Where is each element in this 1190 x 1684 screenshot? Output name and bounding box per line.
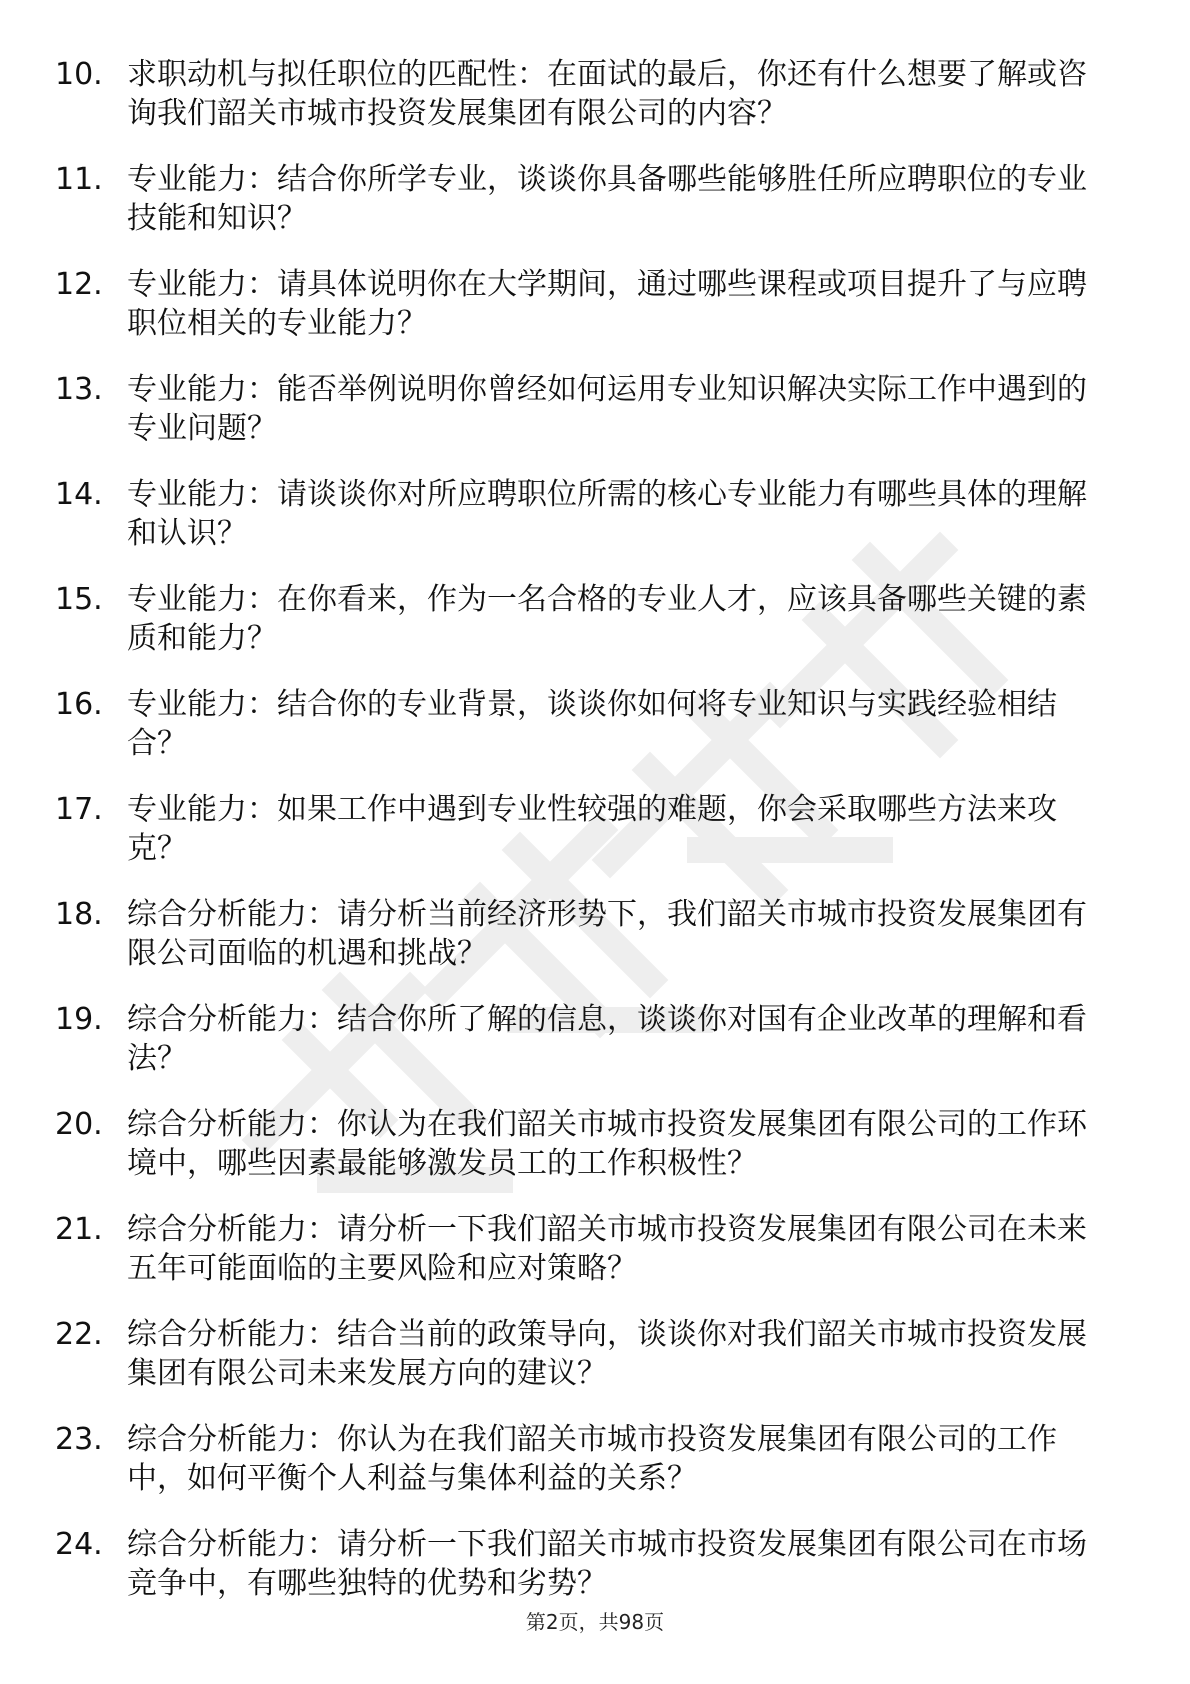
question-text: 综合分析能力：结合你所了解的信息，谈谈你对国有企业改革的理解和看法？: [127, 1002, 1087, 1076]
question-list: [55, 55, 1115, 1630]
question-text: 专业能力：结合你的专业背景，谈谈你如何将专业知识与实践经验相结合？: [127, 687, 1057, 761]
question-item: [55, 1315, 1115, 1393]
question-text: 专业能力：如果工作中遇到专业性较强的难题，你会采取哪些方法来攻克？: [127, 792, 1057, 866]
question-number: 12.: [55, 267, 103, 302]
question-item: [55, 55, 1115, 133]
question-text: 综合分析能力：请分析一下我们韶关市城市投资发展集团有限公司在市场竞争中，有哪些独特的优势和劣势？: [127, 1527, 1087, 1601]
question-item: [55, 895, 1115, 973]
question-item: [55, 580, 1115, 658]
question-text: 专业能力：请具体说明你在大学期间，通过哪些课程或项目提升了与应聘职位相关的专业能力？: [127, 267, 1087, 341]
question-number: 19.: [55, 1002, 103, 1037]
question-number: 13.: [55, 372, 103, 407]
question-item: [55, 265, 1115, 343]
question-item: [55, 1525, 1115, 1603]
page-number-label: 第2页，共98页: [525, 1610, 665, 1634]
question-number: 18.: [55, 897, 103, 932]
question-number: 11.: [55, 162, 103, 197]
question-number: 14.: [55, 477, 103, 512]
question-number: 20.: [55, 1107, 103, 1142]
question-text: 专业能力：能否举例说明你曾经如何运用专业知识解决实际工作中遇到的专业问题？: [127, 372, 1087, 446]
question-item: [55, 475, 1115, 553]
question-number: 15.: [55, 582, 103, 617]
question-item: [55, 790, 1115, 868]
question-item: [55, 1000, 1115, 1078]
question-text: 综合分析能力：请分析一下我们韶关市城市投资发展集团有限公司在未来五年可能面临的主要风险和应对策略？: [127, 1212, 1087, 1286]
question-item: [55, 160, 1115, 238]
question-item: [55, 370, 1115, 448]
page-footer: [0, 1606, 1190, 1635]
question-number: 10.: [55, 57, 103, 92]
question-text: 求职动机与拟任职位的匹配性：在面试的最后，你还有什么想要了解或咨询我们韶关市城市投资发展集团有限公司的内容？: [127, 57, 1087, 131]
question-number: 22.: [55, 1317, 103, 1352]
question-text: 综合分析能力：请分析当前经济形势下，我们韶关市城市投资发展集团有限公司面临的机遇和挑战？: [127, 897, 1087, 971]
question-item: [55, 1420, 1115, 1498]
question-text: 综合分析能力：你认为在我们韶关市城市投资发展集团有限公司的工作环境中，哪些因素最能够激发员工的工作积极性？: [127, 1107, 1087, 1181]
question-text: 专业能力：请谈谈你对所应聘职位所需的核心专业能力有哪些具体的理解和认识？: [127, 477, 1087, 551]
question-number: 23.: [55, 1422, 103, 1457]
question-number: 24.: [55, 1527, 103, 1562]
question-item: [55, 1210, 1115, 1288]
question-item: [55, 1105, 1115, 1183]
question-text: 专业能力：结合你所学专业，谈谈你具备哪些能够胜任所应聘职位的专业技能和知识？: [127, 162, 1087, 236]
question-number: 21.: [55, 1212, 103, 1247]
question-number: 17.: [55, 792, 103, 827]
question-item: [55, 685, 1115, 763]
question-text: 专业能力：在你看来，作为一名合格的专业人才，应该具备哪些关键的素质和能力？: [127, 582, 1087, 656]
question-number: 16.: [55, 687, 103, 722]
question-text: 综合分析能力：结合当前的政策导向，谈谈你对我们韶关市城市投资发展集团有限公司未来发展方向的建议？: [127, 1317, 1087, 1391]
question-text: 综合分析能力：你认为在我们韶关市城市投资发展集团有限公司的工作中，如何平衡个人利益与集体利益的关系？: [127, 1422, 1057, 1496]
